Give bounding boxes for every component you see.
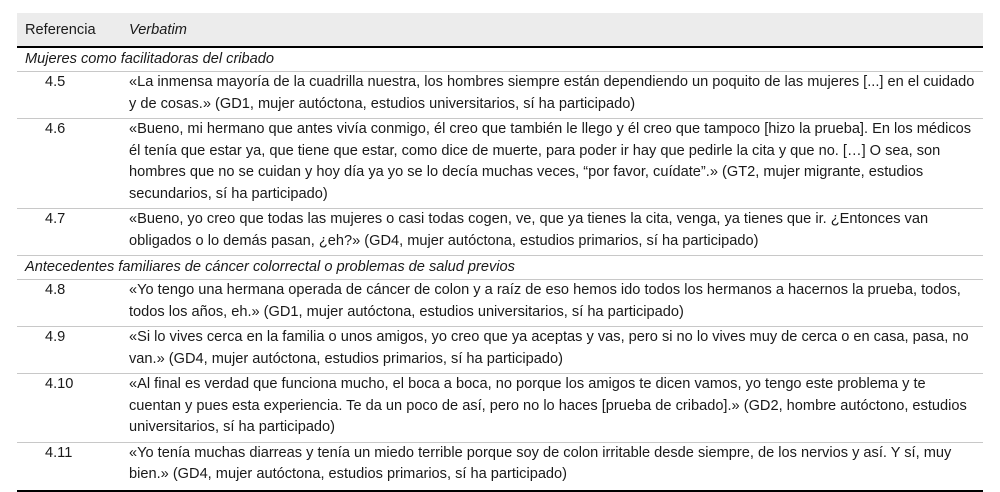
row-ref: 4.9 (45, 329, 66, 345)
section-title: Mujeres como facilitadoras del cribado (17, 48, 983, 72)
row-verbatim: «Bueno, yo creo que todas las mujeres o casi todas cogen, ve, que ya tienes la cita, venga, ya tienes que ir. ¿Entonces van obligados o lo demás pasan, ¿eh?» (GD4, mujer autóctona, estudios primarios, sí ha participado) (129, 211, 929, 249)
header-verbatim: Verbatim (129, 21, 187, 38)
table-row (17, 327, 983, 374)
table-row (17, 280, 983, 327)
verbatim-table (17, 13, 983, 492)
table-row (17, 119, 983, 209)
row-ref: 4.7 (45, 211, 66, 227)
row-verbatim: «Yo tenía muchas diarreas y tenía un miedo terrible porque soy de colon irritable desde siempre, de los nervios y así. Y sí, muy bien.» (GD4, mujer autóctona, estudios primarios, sí ha participado) (129, 444, 952, 482)
table-header (17, 13, 983, 48)
table-row (17, 209, 983, 256)
row-ref: 4.5 (45, 74, 66, 90)
table-row (17, 443, 983, 492)
row-ref: 4.6 (45, 121, 66, 137)
section-title: Antecedentes familiares de cáncer colorrectal o problemas de salud previos (17, 256, 983, 280)
row-verbatim: «La inmensa mayoría de la cuadrilla nuestra, los hombres siempre están dependiendo un poquito de las mujeres [...] en el cuidado y de cosas.» (GD1, mujer autóctona, estudios universitarios, sí ha participado) (129, 74, 975, 112)
table-row (17, 72, 983, 119)
row-verbatim: «Bueno, mi hermano que antes vivía conmigo, él creo que también le llego y él creo que tampoco [hizo la prueba]. En los médicos él tenía que estar ya, que tiene que estar, como dice de muerte, para poder ir hay que pedirle la cita y que no. […] O sea, son hombres que no se cuidan y hoy día ya yo se lo decía muchas veces, “por favor, cuídate”.» (GT2, mujer migrante, estudios secundarios, sí ha participado) (129, 121, 972, 202)
row-ref: 4.10 (45, 376, 74, 392)
row-verbatim: «Si lo vives cerca en la familia o unos amigos, yo creo que ya aceptas y vas, pero si no lo vives muy de cerca o en casa, pasa, no van.» (GD4, mujer autóctona, estudios primarios, sí ha participado) (129, 329, 969, 367)
row-ref: 4.8 (45, 282, 66, 298)
row-verbatim: «Yo tengo una hermana operada de cáncer de colon y a raíz de eso hemos ido todos los hermanos a hacernos la prueba, todos, todos los años, eh.» (GD1, mujer autóctona, estudios universitarios, sí ha participado) (129, 282, 961, 320)
table-row (17, 374, 983, 443)
row-ref: 4.11 (45, 444, 73, 461)
header-referencia: Referencia (25, 21, 96, 38)
row-verbatim: «Al final es verdad que funciona mucho, el boca a boca, no porque los amigos te dicen vamos, yo tengo este problema y te cuentan y pues esta experiencia. Te da un poco de así, pero no lo haces [prueba de cribado].» (GD2, hombre autóctono, estudios universitarios, sí ha participado) (129, 376, 967, 435)
